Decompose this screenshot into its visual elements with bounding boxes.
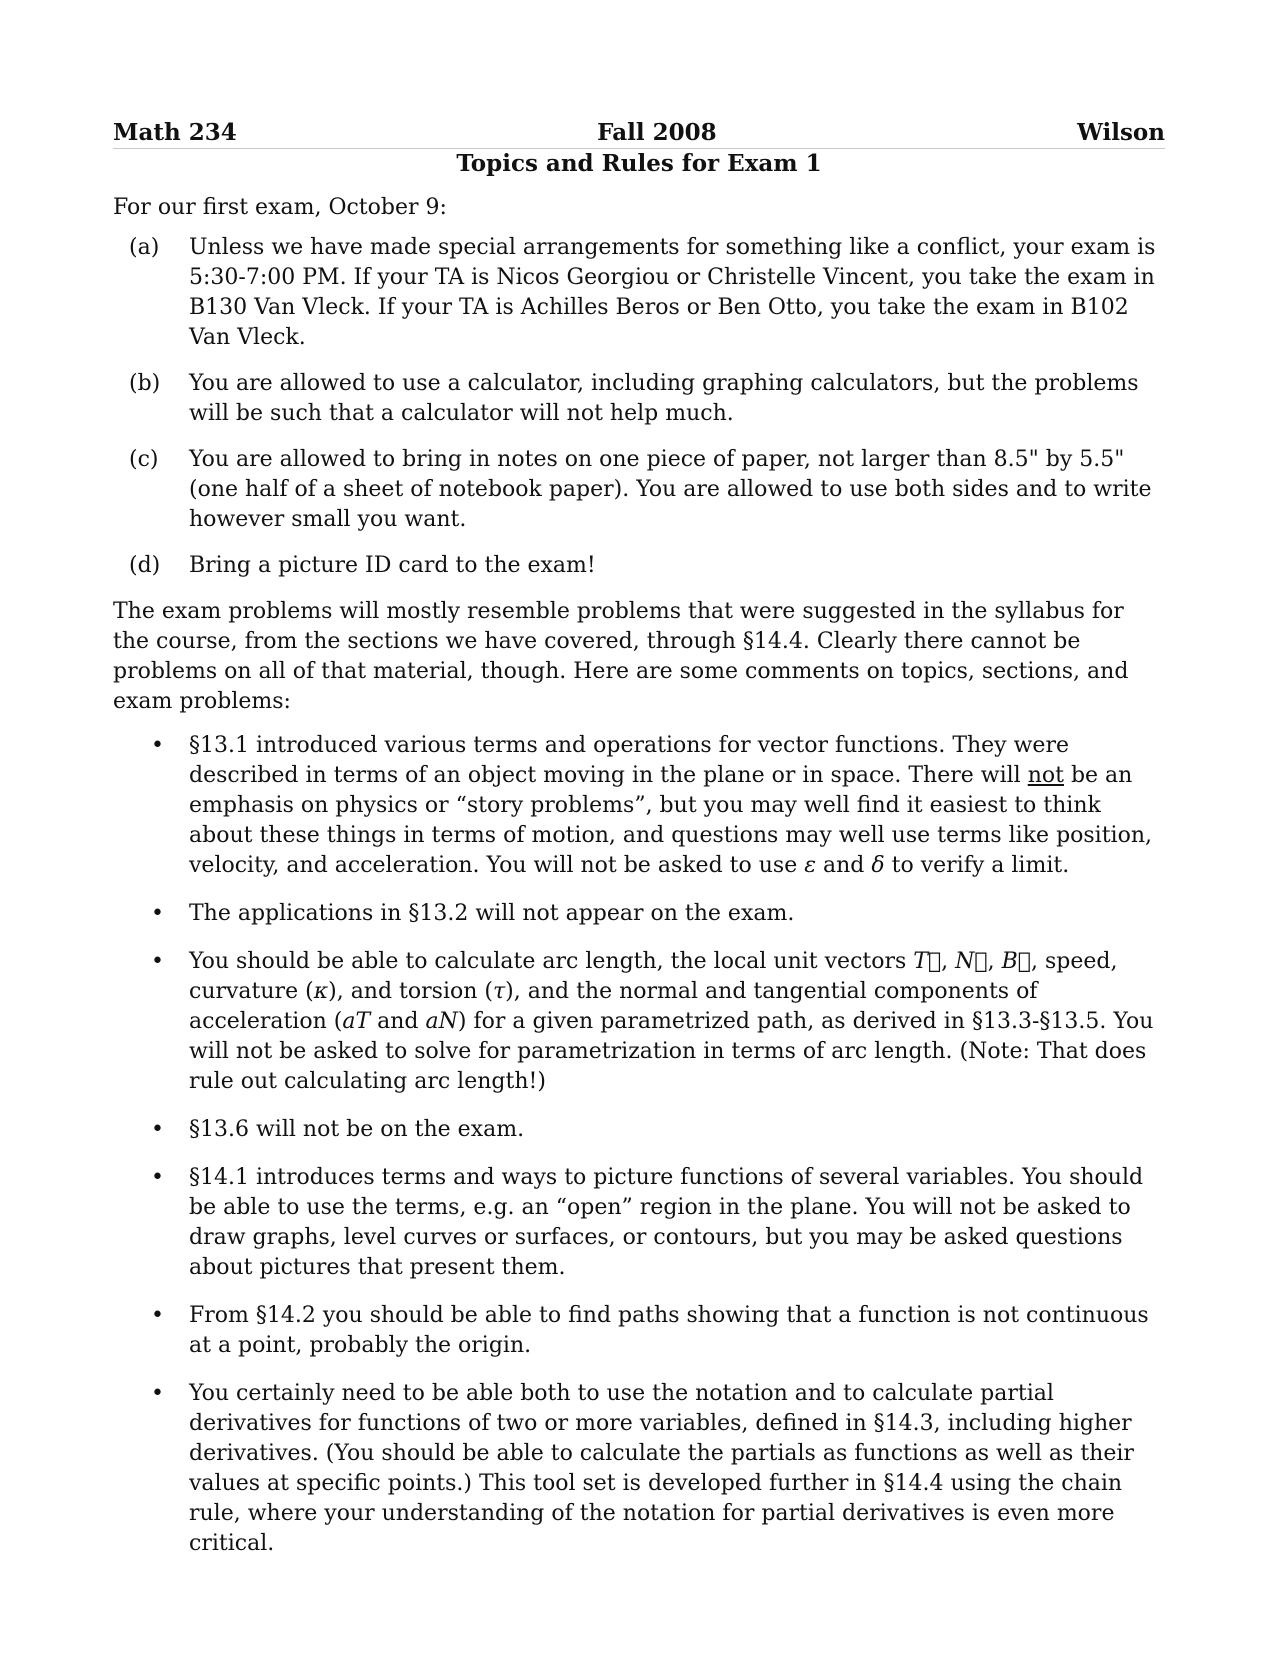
item-text: , speed, curvature ( [189,949,1118,1004]
list-item: • You should be able to calculate arc length, the local unit vectors T⃗, N⃗, B⃗, speed, curvature (κ), and torsion (τ), and the normal and tangential components of acceleration (aT and aN) for a given parametrized path, as derived in §13.3-§13.5. You will not be asked to solve for parametrization in terms of arc length. (Note: That does rule out calculating arc length!) [151,949,1154,1094]
item-text: From §14.2 you should be able to find paths showing that a function is not continuous at a point, probably the origin. [189,1303,1149,1358]
math-symbol: δ [871,853,885,878]
bullet-icon: • [151,1165,164,1190]
document-content [113,118,1165,1577]
item-text: Bring a picture ID card to the exam! [189,553,596,578]
page-header [113,118,1165,149]
intro-text: For our first exam, October 9: [113,195,447,220]
math-symbol: N⃗ [955,949,988,974]
body-paragraph: The exam problems will mostly resemble problems that were suggested in the syllabus for the course, from the sections we have covered, through §14.4. Clearly there cannot be problems on all of that material, though. Here are some comments on topics, sections, and exam problems: [113,599,1129,714]
bullet-icon: • [151,949,164,974]
math-symbol: aT [342,1009,371,1034]
item-text: Unless we have made special arrangements for something like a conflict, your exam is 5:30-7:00 PM. If your TA is Nicos Georgiou or Christelle Vincent, you take the exam in B130 Van Vleck. If your TA is Achilles Beros or Ben Otto, you take the exam in B102 Van Vleck. [189,235,1156,350]
list-item [129,899,1165,929]
page-title: Topics and Rules for Exam 1 [456,150,822,177]
item-label: (a) [129,235,160,260]
list-item [129,369,1165,429]
item-text: You are allowed to use a calculator, including graphing calculators, but the problems will be such that a calculator will not help much. [189,371,1139,426]
item-text: The applications in §13.2 will not appear on the exam. [189,901,795,926]
list-item [129,1115,1165,1145]
item-text: and [370,1009,426,1034]
topics-list [113,731,1165,1559]
math-symbol: aN [425,1009,458,1034]
item-text: to verify a limit. [884,853,1070,878]
emphasis-text: not [1027,763,1064,788]
list-item [129,233,1165,353]
list-item [129,1301,1165,1361]
math-symbol: B⃗ [1001,949,1031,974]
math-symbol: κ [313,979,329,1004]
item-text: be an emphasis on physics or “story problems”, but you may well find it easiest to think about these things in terms of motion, and questions may well use terms like position, velocity, and acceleration. You will not be asked to use [189,763,1153,878]
bullet-icon: • [151,1117,164,1142]
bullet-icon: • [151,1303,164,1328]
list-item [129,445,1165,535]
course-label: Math 234 [113,119,237,146]
item-label: (b) [129,371,161,396]
item-label: (c) [129,447,159,472]
item-text: §13.6 will not be on the exam. [189,1117,525,1142]
item-label: (d) [129,553,161,578]
item-text: §14.1 introduces terms and ways to picture functions of several variables. You should be able to use the terms, e.g. an “open” region in the plane. You will not be asked to draw graphs, level curves or surfaces, or contours, but you may be asked questions about pictures that present them. [189,1165,1144,1280]
item-text: and [816,853,872,878]
instructor-label: Wilson [1077,119,1165,146]
list-item [129,551,1165,581]
item-text: You certainly need to be able both to use the notation and to calculate partial derivatives for functions of two or more variables, defined in §14.3, including higher derivatives. (You should be able to calculate the partials as functions as well as their values at specific points.) This tool set is developed further in §14.4 using the chain rule, where your understanding of the notation for partial derivatives is even more critical. [189,1381,1134,1556]
item-text: You are allowed to bring in notes on one piece of paper, not larger than 8.5" by 5.5" (one half of a sheet of notebook paper). You are allowed to use both sides and to write however small you want. [189,447,1152,532]
list-item [129,731,1165,881]
bullet-icon: • [151,733,164,758]
math-symbol: ε [804,853,817,878]
item-text: ), and torsion ( [328,979,493,1004]
item-text: ), and the normal and tangential components of acceleration ( [189,979,1038,1034]
list-item [129,1163,1165,1283]
term-label: Fall 2008 [597,119,717,146]
math-symbol: τ [492,979,506,1004]
list-item [129,1379,1165,1559]
rules-list [113,233,1165,581]
item-text: You should be able to calculate arc length, the local unit vectors [189,949,914,974]
math-symbol: T⃗ [913,949,942,974]
item-text: ) for a given parametrized path, as derived in §13.3-§13.5. You will not be asked to solve for parametrization in terms of arc length. (Note: That does rule out calculating arc length!) [189,1009,1154,1094]
item-text: §13.1 introduced various terms and operations for vector functions. They were described in terms of an object moving in the plane or in space. There will [189,733,1069,788]
bullet-icon: • [151,1381,164,1406]
bullet-icon: • [151,901,164,926]
